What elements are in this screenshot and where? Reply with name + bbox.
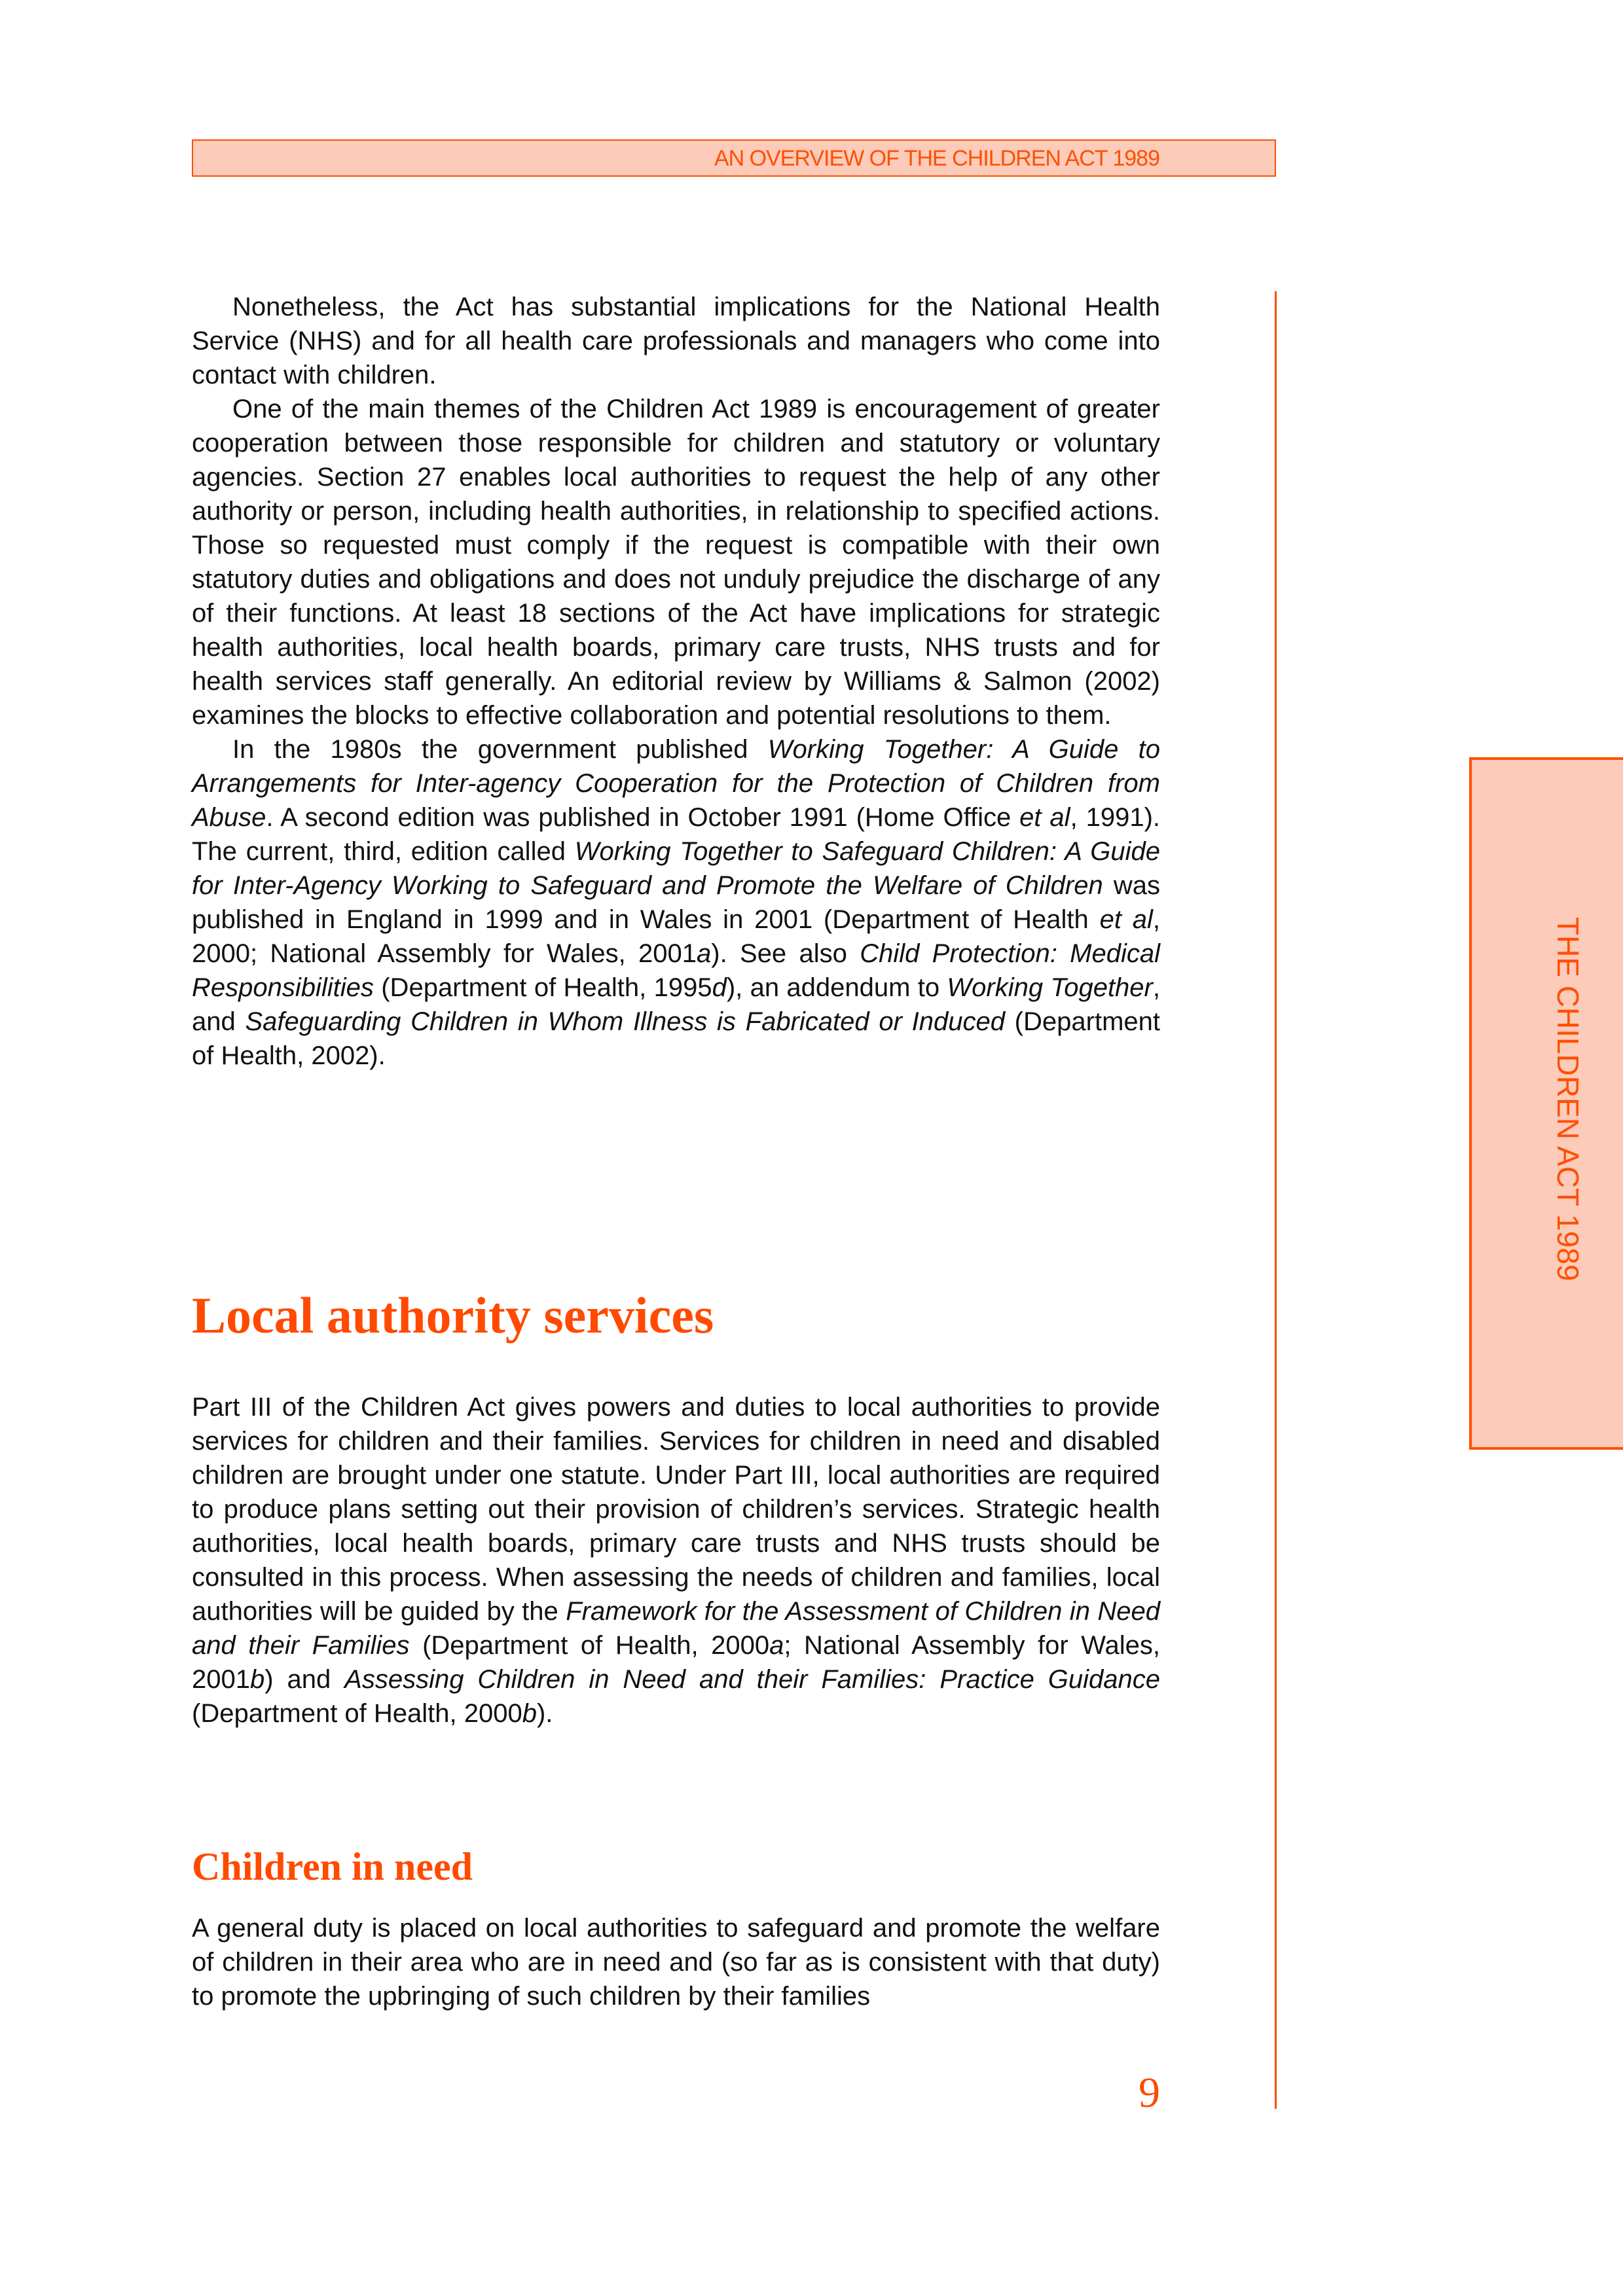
text: ), an addendum to bbox=[726, 973, 947, 1002]
section-text bbox=[192, 1390, 1160, 1731]
italic-text: b bbox=[522, 1699, 537, 1728]
italic-text: d bbox=[712, 973, 727, 1002]
text: Part III of the Children Act gives powers and duties to local authorities to provide services for children and their families. Services for children in need and disabled children are brought under one statute. Under Part III, local authorities are required to produce plans setting out their provision of children’s services. Strategic health authorities, local health boards, primary care trusts and NHS trusts should be consulted in this process. When assessing the needs of children and families, local authorities will be guided by the bbox=[192, 1393, 1160, 1626]
italic-title: Child Protection: Medical Responsibilities bbox=[192, 939, 1161, 1002]
text: (Department of Health, 2000 bbox=[409, 1631, 770, 1660]
paragraph: One of the main themes of the Children Act 1989 is encouragement of greater cooperation between those responsible for children and statutory or voluntary agencies. Section 27 enables local authorities to request the help of any other authority or person, including health authorities, in relationship to specified actions. Those so requested must comply if the request is compatible with their own statutory duties and obligations and does not unduly prejudice the discharge of any of their functions. At least 18 sections of the Act have implications for strategic health authorities, local health boards, primary care trusts, NHS trusts and for health services staff generally. An editorial review by Williams & Salmon (2002) examines the blocks to effective collaboration and potential resolutions to them. bbox=[192, 395, 1160, 730]
page-number: 9 bbox=[1139, 2069, 1160, 2117]
italic-title: Working Together bbox=[947, 973, 1153, 1002]
side-tab-label: THE CHILDREN ACT 1989 bbox=[1551, 917, 1585, 1282]
text: , 1991). The current, third, edition called bbox=[192, 803, 1160, 866]
italic-text: et al bbox=[1019, 803, 1070, 832]
paragraph: Nonetheless, the Act has substantial implications for the National Health Service (NHS) and for all health care professionals and managers who come into contact with children. bbox=[192, 293, 1160, 389]
text: , and bbox=[192, 973, 1160, 1036]
text: ; National Assembly for Wales, 2001 bbox=[192, 1631, 1161, 1694]
paragraph: A general duty is placed on local authorities to safeguard and promote the welfare of children in their area who are in need and (so far as is consistent with that duty) to promote the upbringing of such children by their families bbox=[192, 1914, 1160, 2011]
running-title: AN OVERVIEW OF THE CHILDREN ACT 1989 bbox=[714, 146, 1159, 171]
text: . A second edition was published in October 1991 (Home Office bbox=[266, 803, 1020, 832]
text: ). bbox=[536, 1699, 553, 1728]
italic-title: Safeguarding Children in Whom Illness is Fabricated or Induced bbox=[245, 1007, 1005, 1036]
italic-text: et al bbox=[1099, 905, 1153, 934]
intro-text bbox=[192, 290, 1160, 1073]
italic-text: a bbox=[697, 939, 712, 968]
text: (Department of Health, 2002). bbox=[192, 1007, 1160, 1070]
paragraph bbox=[192, 732, 1160, 1073]
text: (Department of Health, 2000 bbox=[192, 1699, 522, 1728]
running-header bbox=[192, 139, 1276, 177]
italic-text: b bbox=[249, 1665, 265, 1694]
margin-rule bbox=[1275, 291, 1277, 2109]
italic-title: Working Together: A Guide to Arrangements for Inter-agency Cooperation for the Protection of Children from Abuse bbox=[192, 735, 1161, 832]
text: ). See also bbox=[711, 939, 860, 968]
italic-text: a bbox=[769, 1631, 784, 1660]
text: In the 1980s the government published bbox=[232, 735, 768, 764]
text: (Department of Health, 1995 bbox=[373, 973, 712, 1002]
italic-title: Framework for the Assessment of Children in Need and their Families bbox=[192, 1597, 1160, 1660]
italic-title: Assessing Children in Need and their Families: Practice Guidance bbox=[344, 1665, 1160, 1694]
text: , 2000; National Assembly for Wales, 2001 bbox=[192, 905, 1160, 968]
section-heading: Local authority services bbox=[192, 1287, 714, 1344]
subsection-heading: Children in need bbox=[192, 1845, 473, 1888]
text: was published in England in 1999 and in Wales in 2001 (Department of Health bbox=[192, 871, 1160, 934]
text: ) and bbox=[264, 1665, 345, 1694]
chapter-side-tab bbox=[1469, 757, 1623, 1450]
italic-title: Working Together to Safeguard Children: A Guide for Inter-Agency Working to Safeguard and Promote the Welfare of Children bbox=[192, 837, 1161, 900]
paragraph bbox=[192, 1390, 1160, 1731]
subsection-text bbox=[192, 1911, 1160, 2013]
